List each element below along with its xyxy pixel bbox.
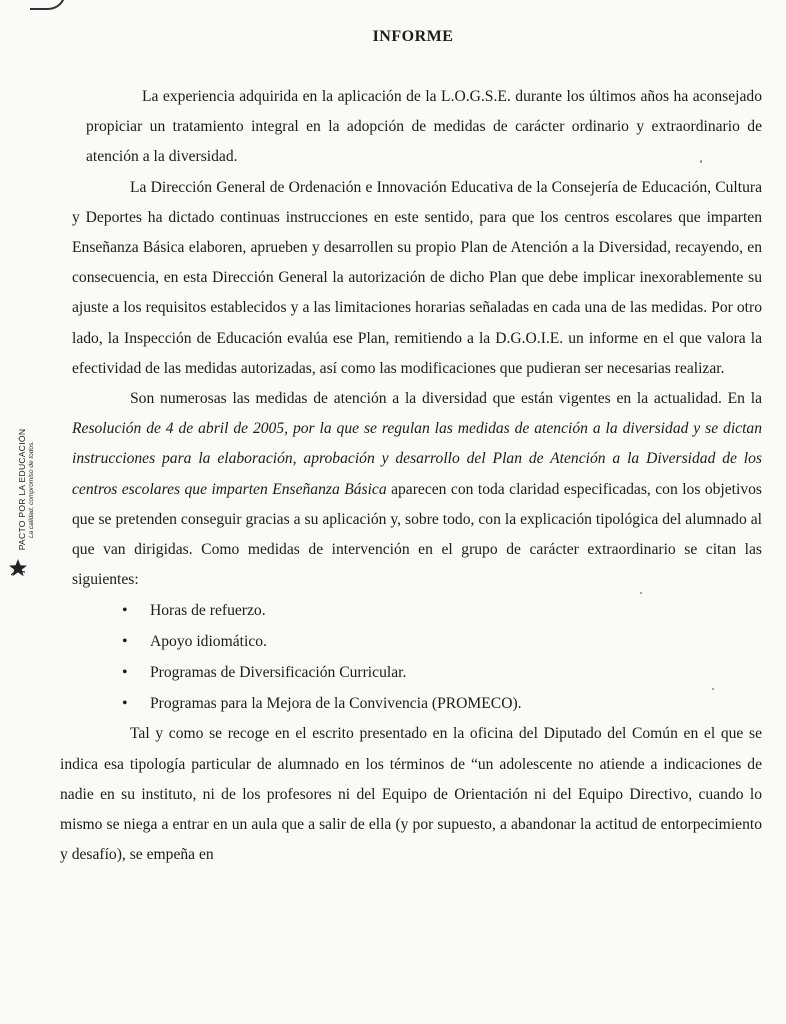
- corner-scan-mark: [30, 0, 66, 10]
- stamp-line-2: La calidad, compromiso de todos.: [28, 440, 35, 539]
- resolution-title: Resolución de 4 de abril de 2005, por la que se regulan las medidas de atención a la diversidad y se dictan instrucciones para la elaboración, aprobación y desarrollo del Plan de Atención a la Diversidad de los centros escolares que imparten Enseñanza Básica: [72, 420, 762, 498]
- list-item: • Apoyo idiomático.: [122, 626, 762, 657]
- list-item: • Programas de Diversificación Curricular.: [122, 657, 762, 688]
- scan-speck: [640, 592, 642, 594]
- star-logo-icon: [8, 558, 28, 578]
- scan-speck: [712, 688, 714, 690]
- paragraph-3-rest: aparecen con toda claridad especificadas, con los objetivos que se pretenden conseguir gracias a su aplicación y, sobre todo, con la explicación tipológica del alumnado al que van dirigidas. Como medidas de intervención en el grupo de carácter extraordinario se citan las siguientes:: [72, 480, 763, 589]
- side-stamp: [6, 420, 46, 590]
- document-body: [60, 82, 763, 870]
- paragraph-3-intro: Son numerosas las medidas de atención a la diversidad que están vigentes en la actualidad. En la: [130, 390, 762, 408]
- list-item: • Horas de refuerzo.: [122, 595, 762, 626]
- paragraph-3: [72, 384, 762, 595]
- paragraph-2: La Dirección General de Ordenación e Innovación Educativa de la Consejería de Educación, Cultura y Deportes ha dictado continuas instrucciones en este sentido, para que los centros escolares que imparten Enseñanza Básica elaboren, aprueben y desarrollen su propio Plan de Atención a la Diversidad, recayendo, en consecuencia, en esta Dirección General la autorización de dicho Plan que debe implicar inexorablemente su ajuste a los requisitos establecidos y a las limitaciones horarias señaladas en cada una de las medidas. Por otro lado, la Inspección de Educación evalúa ese Plan, remitiendo a la D.G.O.I.E. un informe en el que valora la efectividad de las medidas autorizadas, así como las modificaciones que pudieran ser necesarias realizar.: [72, 178, 762, 377]
- stamp-text: [17, 407, 36, 572]
- document-title: INFORME: [372, 28, 454, 45]
- list-item: • Programas para la Mejora de la Convivencia (PROMECO).: [122, 688, 762, 719]
- scan-speck: [700, 160, 702, 163]
- stamp-line-1: PACTO POR LA EDUCACIÓN: [17, 428, 27, 551]
- measures-list: [72, 595, 762, 719]
- paragraph-1: La experiencia adquirida en la aplicación de la L.O.G.S.E. durante los últimos años ha aconsejado propiciar un tratamiento integral en la adopción de medidas de carácter ordinario y extraordinario de atención a la diversidad.: [86, 88, 762, 166]
- paragraph-4: Tal y como se recoge en el escrito presentado en la oficina del Diputado del Común en el que se indica esa tipología particular de alumnado en los términos de “un adolescente no atiende a indicaciones de nadie en su instituto, ni de los profesores ni del Equipo de Orientación ni del Equipo Directivo, cuando lo mismo se niega a entrar en un aula que a salir de ella (y por supuesto, a abandonar la actitud de entorpecimiento y desafío), se empeña en: [60, 725, 762, 864]
